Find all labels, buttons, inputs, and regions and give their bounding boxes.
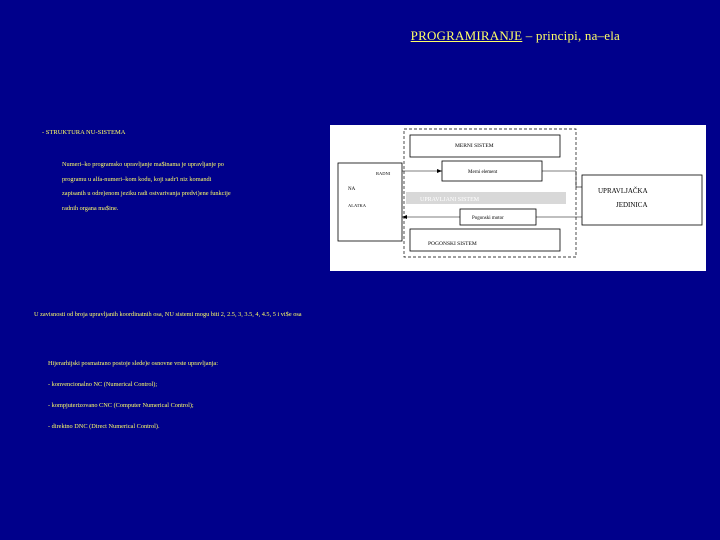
axes-sentence: U zavisnosti od broja upravljanih koordinatnih osa, NU sistemi mogu biti 2, 2.5, 3, 3.5, 4, 4.5, 5 i vi$e osa bbox=[34, 311, 302, 318]
upravljacka-jedinica-box bbox=[582, 175, 702, 225]
radni-organ-box bbox=[338, 163, 402, 241]
radni-organ-label: RADNI bbox=[376, 171, 391, 176]
list-item: - direktno DNC (Direct Numerical Control). bbox=[48, 423, 160, 430]
na-label: NA bbox=[348, 187, 356, 192]
section-heading: - STRUKTURA NU-SISTEMA bbox=[42, 129, 126, 136]
list-item: - kompjuterizovano CNC (Computer Numerical Control); bbox=[48, 402, 194, 409]
intro-paragraph bbox=[62, 158, 302, 216]
pogonski-motor-label: Pogonski motor bbox=[472, 216, 504, 221]
pogonski-sistem-box bbox=[410, 229, 560, 251]
arrow-head bbox=[437, 169, 442, 173]
nc-system-diagram bbox=[330, 125, 706, 271]
merni-element-label: Merni element bbox=[468, 170, 498, 175]
intro-line: Numeri–ko programsko upravljanje ma$inama je upravljanje po bbox=[62, 161, 224, 168]
intro-line: radnih organa ma$ine. bbox=[62, 204, 119, 212]
page-title bbox=[0, 28, 620, 44]
upravljacka-label-line1: UPRAVLJAČKA bbox=[598, 187, 648, 195]
intro-line: zapisanih u odre)enom jeziku radi ostvarivanja predvi)ene funkcije bbox=[62, 190, 231, 197]
band-text: UPRAVLJANI SISTEM bbox=[420, 197, 480, 203]
intro-line: programu u alfa-numeri–kom kodu, koji sadr'i niz komandi bbox=[62, 175, 212, 183]
title-rest: – principi, na–ela bbox=[522, 28, 620, 43]
types-intro: Hijerarhijski posmatrano postoje slede)e osnovne vrste upravljanja: bbox=[48, 360, 218, 367]
arrow-head bbox=[402, 215, 407, 219]
title-main: PROGRAMIRANJE bbox=[410, 28, 523, 43]
list-item: - konvencionalno NC (Numerical Control); bbox=[48, 381, 158, 388]
upravljacka-label-line2: JEDINICA bbox=[616, 201, 648, 209]
pogonski-sistem-label: POGONSKI SISTEM bbox=[428, 241, 477, 247]
diagram-svg bbox=[330, 125, 706, 271]
alatka-label: ALATKA bbox=[348, 203, 366, 208]
control-types-list bbox=[48, 360, 218, 444]
merni-sistem-label: MERNI SISTEM bbox=[455, 143, 494, 149]
